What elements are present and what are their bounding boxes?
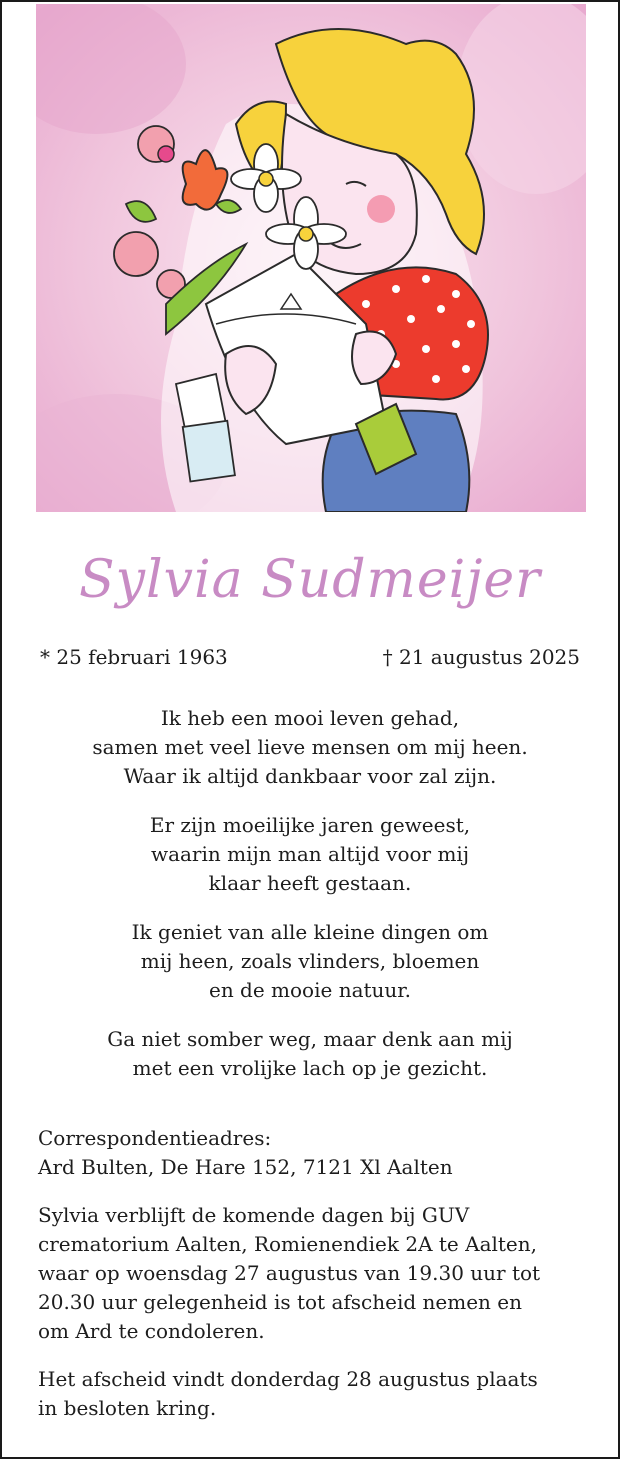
info-line: Sylvia verblijft de komende dagen bij GUV <box>38 1203 470 1227</box>
info-line: Correspondentieadres: <box>38 1126 272 1150</box>
poem-line: klaar heeft gestaan. <box>208 871 412 895</box>
poem-line: samen met veel lieve mensen om mij heen. <box>92 735 528 759</box>
poem-line: Ik heb een mooi leven gehad, <box>160 706 460 730</box>
poem-line: Ik geniet van alle kleine dingen om <box>131 920 489 944</box>
poem-line: en de mooie natuur. <box>208 978 412 1002</box>
illustration-girl-with-flowers <box>36 4 586 512</box>
practical-info <box>38 1124 598 1442</box>
poem-line: waarin mijn man altijd voor mij <box>150 842 470 866</box>
correspondence-address <box>38 1124 598 1182</box>
poem-line: met een vrolijke lach op je gezicht. <box>132 1056 488 1080</box>
info-line: waar op woensdag 27 augustus van 19.30 uur tot <box>38 1261 541 1285</box>
info-line: Het afscheid vindt donderdag 28 augustus plaats <box>38 1367 538 1391</box>
poem-stanza <box>2 811 618 898</box>
info-line: crematorium Aalten, Romienendiek 2A te Aalten, <box>38 1232 537 1256</box>
poem-stanza <box>2 1025 618 1083</box>
poem-line: mij heen, zoals vlinders, bloemen <box>140 949 480 973</box>
info-line: in besloten kring. <box>38 1396 217 1420</box>
info-line: Ard Bulten, De Hare 152, 7121 Xl Aalten <box>38 1155 453 1179</box>
poem-stanza <box>2 704 618 791</box>
poem-line: Waar ik altijd dankbaar voor zal zijn. <box>123 764 497 788</box>
death-date: † 21 augustus 2025 <box>382 645 580 669</box>
deceased-name: Sylvia Sudmeijer <box>78 550 542 610</box>
farewell-details <box>38 1365 598 1423</box>
info-line: 20.30 uur gelegenheid is tot afscheid nemen en <box>38 1290 522 1314</box>
poem-line: Ga niet somber weg, maar denk aan mij <box>107 1027 513 1051</box>
poem-line: Er zijn moeilijke jaren geweest, <box>149 813 471 837</box>
info-line: om Ard te condoleren. <box>38 1319 265 1343</box>
poem <box>2 704 618 1103</box>
visitation-details <box>38 1201 598 1346</box>
poem-stanza <box>2 918 618 1005</box>
birth-date: * 25 februari 1963 <box>40 645 228 669</box>
